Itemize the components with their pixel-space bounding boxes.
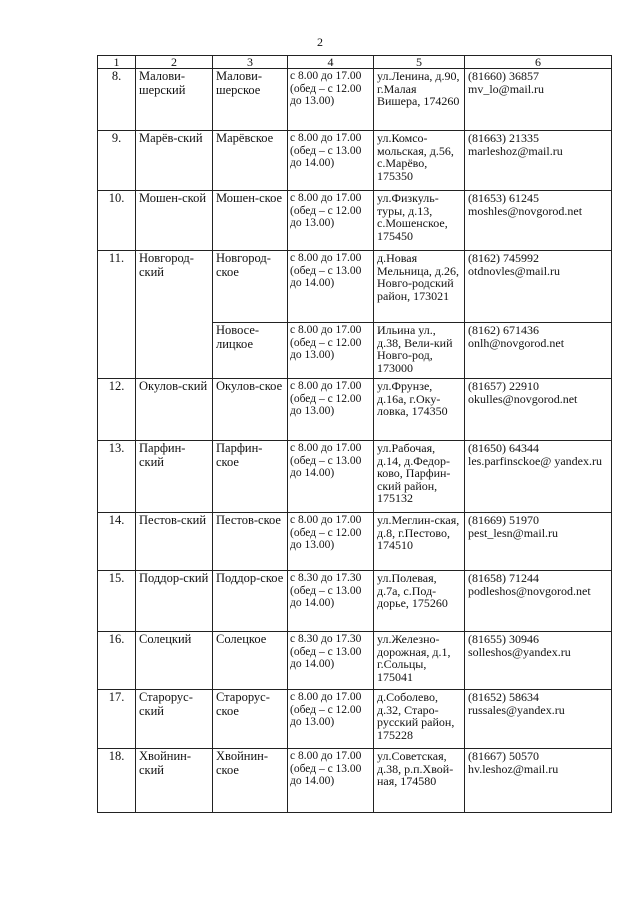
row-number: 16. xyxy=(98,632,136,690)
address-cell: ул.Комсо-мольская, д.56, с.Марёво, 175350 xyxy=(374,131,465,191)
hours-cell: с 8.00 до 17.00 (обед – с 13.00 до 14.00) xyxy=(288,441,374,513)
hours-cell: с 8.00 до 17.00 (обед – с 12.00 до 13.00) xyxy=(288,323,374,379)
page-number: 2 xyxy=(317,35,323,49)
row-number: 10. xyxy=(98,191,136,251)
header-row xyxy=(98,56,612,69)
table-row xyxy=(98,690,612,749)
header-col-4: 4 xyxy=(288,56,374,69)
forestry-cell: Новосе-лицкое xyxy=(213,323,288,379)
contact-cell: (81652) 58634 russales@yandex.ru xyxy=(465,690,612,749)
district-cell: Мошен-ской xyxy=(136,191,213,251)
hours-cell: с 8.00 до 17.00 (обед – с 13.00 до 14.00) xyxy=(288,749,374,813)
forestry-cell: Хвойнин-ское xyxy=(213,749,288,813)
hours-cell: с 8.00 до 17.00 (обед – с 12.00 до 13.00) xyxy=(288,191,374,251)
contact-cell: (81653) 61245 moshles@novgorod.net xyxy=(465,191,612,251)
table-row xyxy=(98,571,612,632)
row-number: 17. xyxy=(98,690,136,749)
forestry-cell: Мошен-ское xyxy=(213,191,288,251)
hours-cell: с 8.00 до 17.00 (обед – с 13.00 до 14.00) xyxy=(288,131,374,191)
forestry-cell: Поддор-ское xyxy=(213,571,288,632)
row-number: 12. xyxy=(98,379,136,441)
forestry-cell: Малови-шерское xyxy=(213,69,288,131)
table-row xyxy=(98,379,612,441)
district-cell: Солецкий xyxy=(136,632,213,690)
hours-cell: с 8.00 до 17.00 (обед – с 12.00 до 13.00) xyxy=(288,513,374,571)
contact-cell: (81669) 51970 pest_lesn@mail.ru xyxy=(465,513,612,571)
address-cell: д.Новая Мельница, д.26, Новго-родский район, 173021 xyxy=(374,251,465,323)
district-cell: Марёв-ский xyxy=(136,131,213,191)
address-cell: д.Соболево, д.32, Старо-русский район, 175228 xyxy=(374,690,465,749)
row-number: 11. xyxy=(98,251,136,379)
district-cell: Окулов-ский xyxy=(136,379,213,441)
table-row xyxy=(98,251,612,323)
district-cell: Хвойнин-ский xyxy=(136,749,213,813)
forestry-cell: Окулов-ское xyxy=(213,379,288,441)
district-cell: Пестов-ский xyxy=(136,513,213,571)
contact-cell: (81650) 64344 les.parfinsckoe@ yandex.ru xyxy=(465,441,612,513)
address-cell: ул.Железно-дорожная, д.1, г.Сольцы, 175041 xyxy=(374,632,465,690)
address-cell: ул.Ленина, д.90, г.Малая Вишера, 174260 xyxy=(374,69,465,131)
hours-cell: с 8.00 до 17.00 (обед – с 13.00 до 14.00) xyxy=(288,251,374,323)
district-cell: Малови-шерский xyxy=(136,69,213,131)
header-col-5: 5 xyxy=(374,56,465,69)
header-col-3: 3 xyxy=(213,56,288,69)
header-col-2: 2 xyxy=(136,56,213,69)
district-cell: Старорус-ский xyxy=(136,690,213,749)
row-number: 9. xyxy=(98,131,136,191)
row-number: 15. xyxy=(98,571,136,632)
forestry-cell: Новгород-ское xyxy=(213,251,288,323)
forestry-table xyxy=(97,55,612,813)
forestry-cell: Солецкое xyxy=(213,632,288,690)
row-number: 13. xyxy=(98,441,136,513)
contact-cell: (81667) 50570 hv.leshoz@mail.ru xyxy=(465,749,612,813)
district-cell: Новгород-ский xyxy=(136,251,213,379)
row-number: 8. xyxy=(98,69,136,131)
contact-cell: (81660) 36857 mv_lo@mail.ru xyxy=(465,69,612,131)
table-row xyxy=(98,131,612,191)
contact-cell: (81657) 22910 okulles@novgorod.net xyxy=(465,379,612,441)
forestry-cell: Марёвское xyxy=(213,131,288,191)
table-row xyxy=(98,513,612,571)
forestry-cell: Старорус-ское xyxy=(213,690,288,749)
contact-cell: (81658) 71244 podleshos@novgorod.net xyxy=(465,571,612,632)
contact-cell: (81663) 21335 marleshoz@mail.ru xyxy=(465,131,612,191)
forestry-cell: Парфин-ское xyxy=(213,441,288,513)
contact-cell: (81655) 30946 solleshos@yandex.ru xyxy=(465,632,612,690)
header-col-6: 6 xyxy=(465,56,612,69)
hours-cell: с 8.00 до 17.00 (обед – с 12.00 до 13.00) xyxy=(288,69,374,131)
district-cell: Парфин-ский xyxy=(136,441,213,513)
address-cell: Ильина ул., д.38, Вели-кий Новго-род, 173000 xyxy=(374,323,465,379)
district-cell: Поддор-ский xyxy=(136,571,213,632)
table-header xyxy=(98,56,612,69)
table-row xyxy=(98,441,612,513)
row-number: 14. xyxy=(98,513,136,571)
header-col-1: 1 xyxy=(98,56,136,69)
address-cell: ул.Советская, д.38, р.п.Хвой-ная, 174580 xyxy=(374,749,465,813)
contact-cell: (8162) 671436 onlh@novgorod.net xyxy=(465,323,612,379)
hours-cell: с 8.30 до 17.30 (обед – с 13.00 до 14.00) xyxy=(288,571,374,632)
address-cell: ул.Физкуль-туры, д.13, с.Мошенское, 175450 xyxy=(374,191,465,251)
contact-cell: (8162) 745992 otdnovles@mail.ru xyxy=(465,251,612,323)
address-cell: ул.Полевая, д.7а, с.Под-дорье, 175260 xyxy=(374,571,465,632)
address-cell: ул.Фрунзе, д.16а, г.Оку-ловка, 174350 xyxy=(374,379,465,441)
hours-cell: с 8.30 до 17.30 (обед – с 13.00 до 14.00) xyxy=(288,632,374,690)
hours-cell: с 8.00 до 17.00 (обед – с 12.00 до 13.00) xyxy=(288,379,374,441)
address-cell: ул.Рабочая, д.14, д.Федор-ково, Парфин-ский район, 175132 xyxy=(374,441,465,513)
table-row xyxy=(98,632,612,690)
table-row xyxy=(98,69,612,131)
table-row xyxy=(98,191,612,251)
row-number: 18. xyxy=(98,749,136,813)
table-row xyxy=(98,749,612,813)
hours-cell: с 8.00 до 17.00 (обед – с 12.00 до 13.00) xyxy=(288,690,374,749)
forestry-cell: Пестов-ское xyxy=(213,513,288,571)
address-cell: ул.Меглин-ская, д.8, г.Пестово, 174510 xyxy=(374,513,465,571)
